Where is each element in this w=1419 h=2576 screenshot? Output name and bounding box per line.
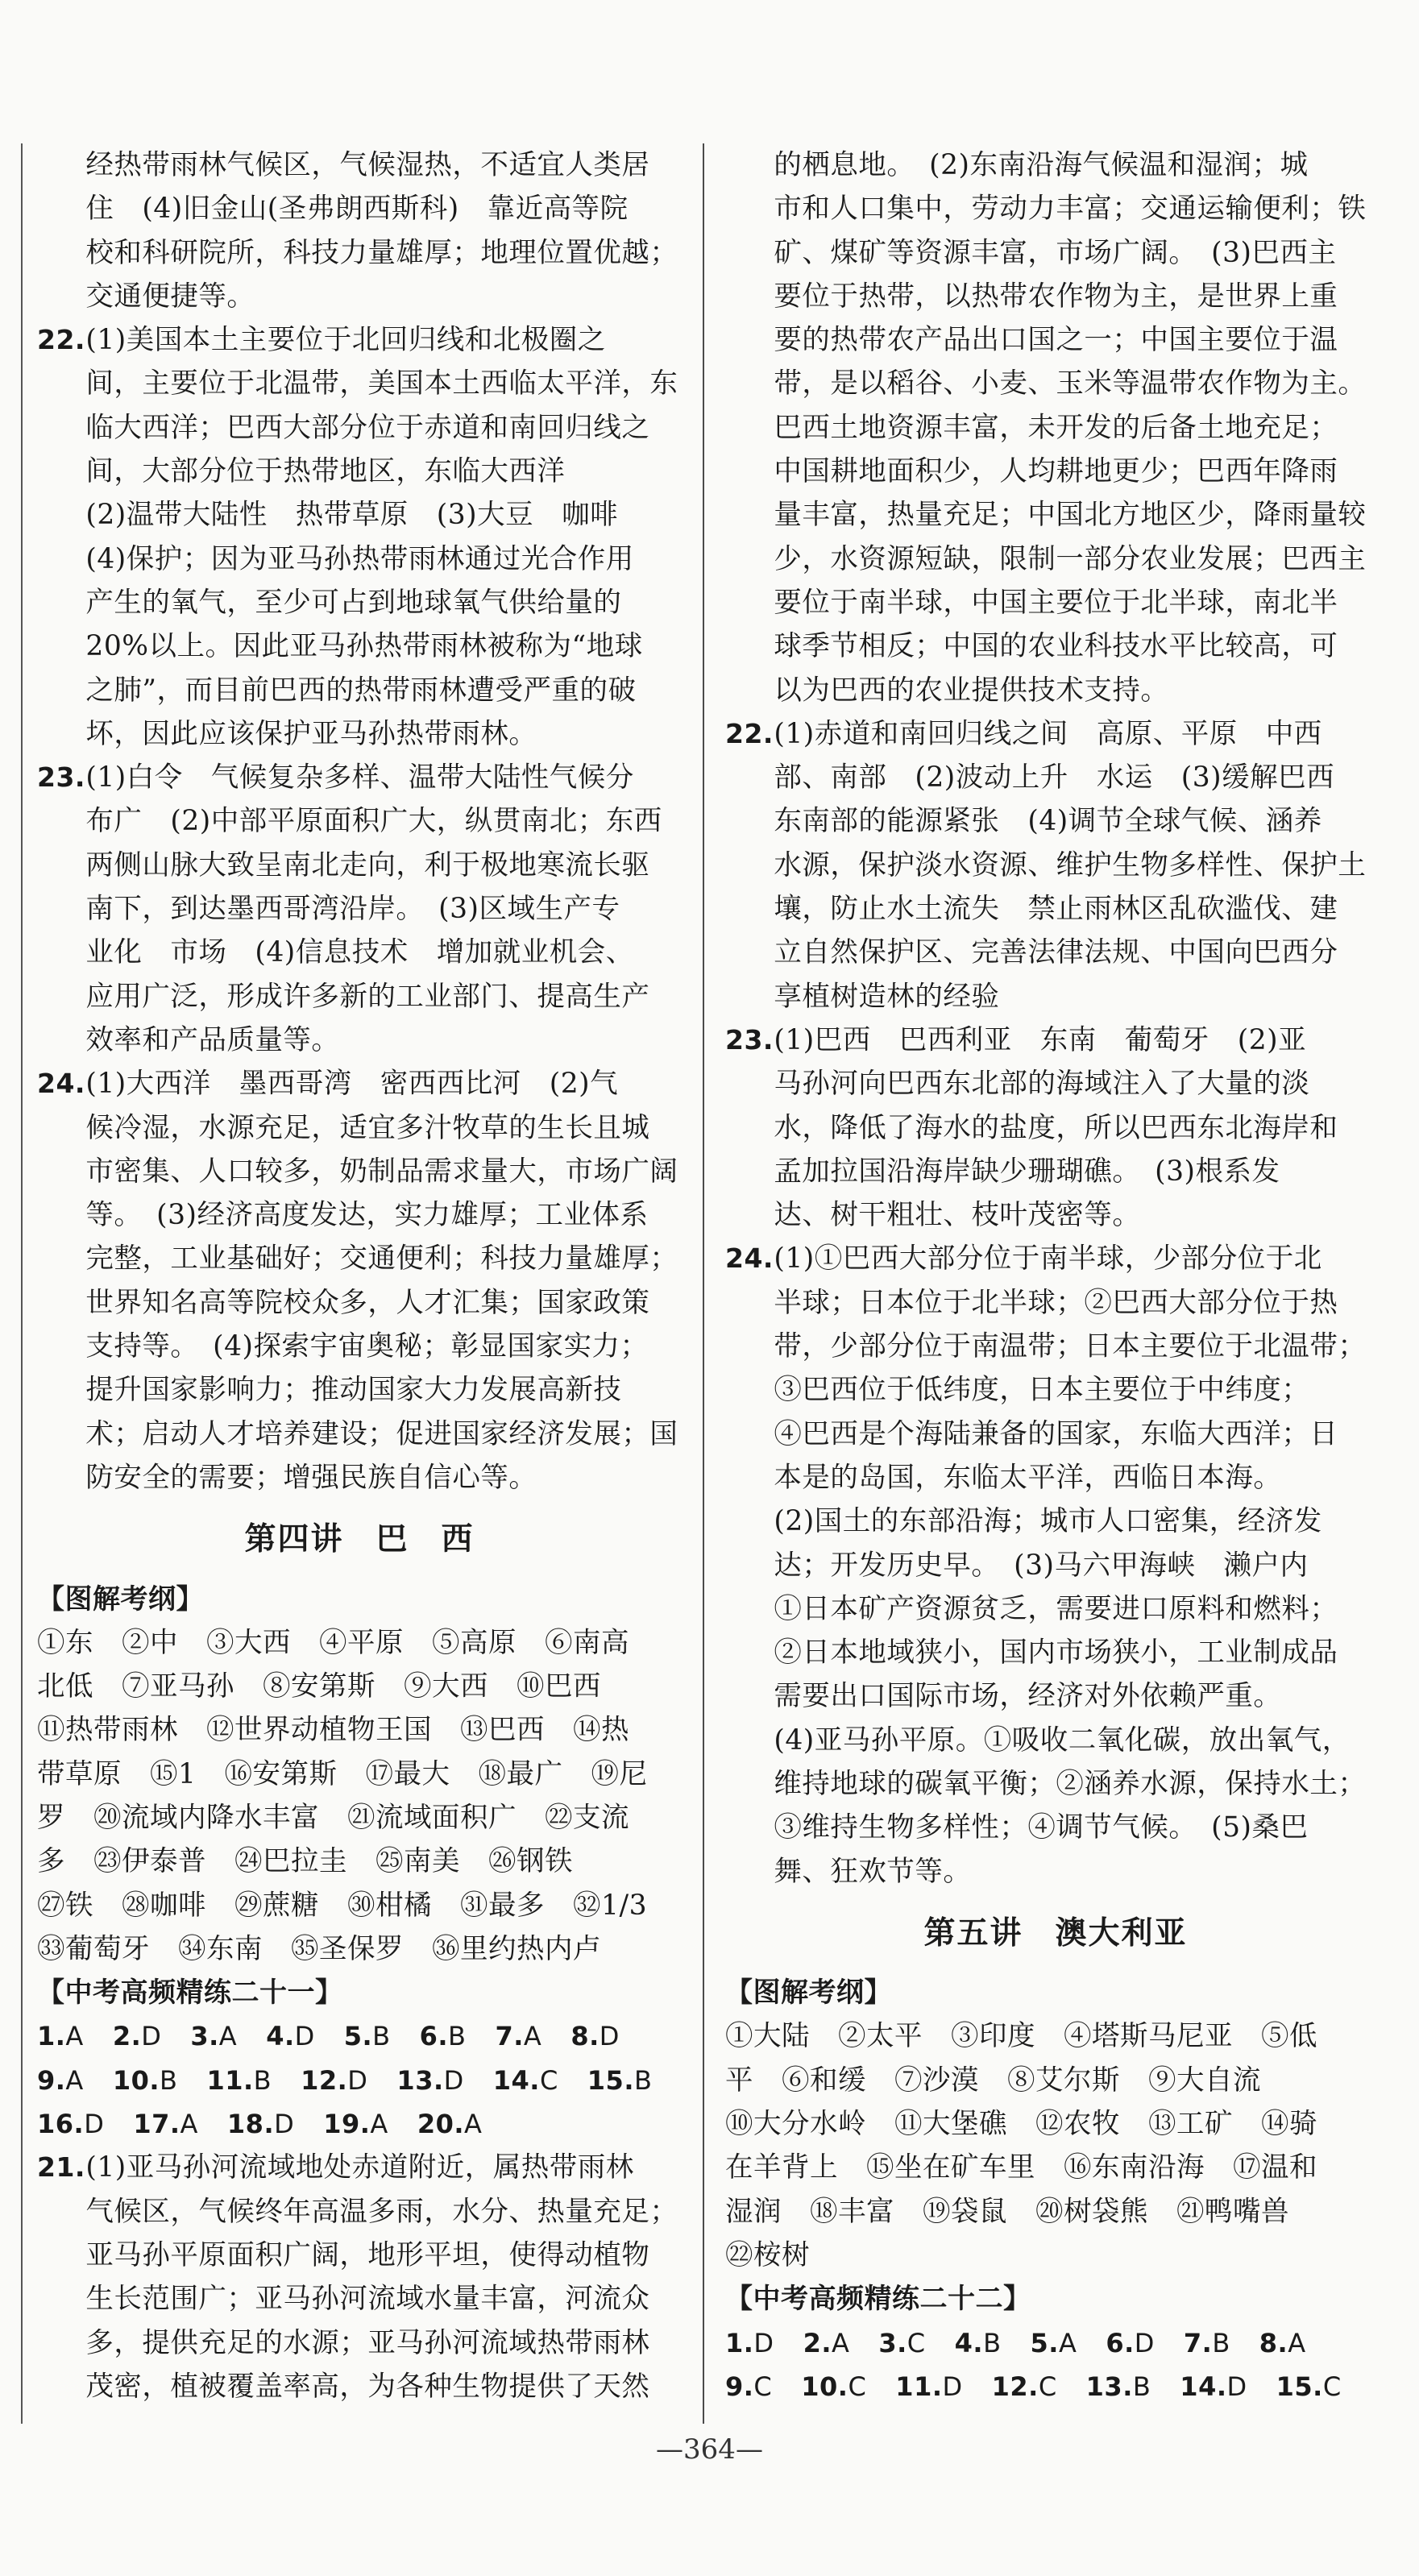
answer-item: 4.D bbox=[266, 2021, 315, 2052]
text-line: 完整，工业基础好；交通便利；科技力量雄厚； bbox=[85, 1242, 678, 1276]
question-number: 22. bbox=[37, 324, 85, 356]
text-line: 坏，因此应该保护亚马孙热带雨林。 bbox=[85, 717, 537, 750]
text-line: ①东 ②中 ③大西 ④平原 ⑤高原 ⑥南高 bbox=[37, 1626, 629, 1659]
text-line: (1)亚马孙河流域地处赤道附近，属热带雨林 bbox=[85, 2151, 634, 2184]
text-line: 舞、狂欢节等。 bbox=[774, 1855, 972, 1888]
answer-item: 19.A bbox=[323, 2109, 388, 2140]
answer-item: 13.D bbox=[396, 2064, 464, 2096]
text-line: 多，提供充足的水源；亚马孙河流域热带雨林 bbox=[85, 2326, 650, 2359]
left-question-24 bbox=[37, 1062, 682, 1500]
question-text bbox=[85, 318, 682, 756]
text-line: 临大西洋；巴西大部分位于赤道和南回归线之 bbox=[85, 411, 650, 444]
question-text bbox=[774, 1237, 1386, 1893]
text-line: 巴西土地资源丰富，未开发的后备土地充足； bbox=[774, 411, 1338, 444]
text-line: 达、树干粗壮、枝叶茂密等。 bbox=[774, 1199, 1141, 1232]
text-line: 矿、煤矿等资源丰富，市场广阔。 (3)巴西主 bbox=[774, 236, 1337, 269]
answer-item: 7.A bbox=[495, 2021, 542, 2052]
answer-item: 2.D bbox=[112, 2021, 162, 2052]
question-number: 21. bbox=[37, 2151, 85, 2184]
answer-item: 17.A bbox=[133, 2109, 198, 2140]
text-line: 世界知名高等院校众多，人才汇集；国家政策 bbox=[85, 1286, 650, 1319]
outline-title: 【图解考纲】 bbox=[37, 1583, 204, 1616]
answer-item: 11.D bbox=[895, 2371, 963, 2402]
lecture-title-part: 西 bbox=[441, 1520, 475, 1558]
answer-item: 8.D bbox=[571, 2021, 620, 2052]
left-margin-rule bbox=[21, 143, 23, 2424]
text-line: 半球；日本位于北半球；②巴西大部分位于热 bbox=[774, 1286, 1338, 1319]
question-number: 23. bbox=[37, 761, 85, 794]
answer-item: 4.B bbox=[954, 2327, 1002, 2358]
text-line: 校和科研院所，科技力量雄厚；地理位置优越； bbox=[85, 236, 678, 269]
answer-item: 5.A bbox=[1030, 2327, 1077, 2358]
text-line: (4)保护；因为亚马孙热带雨林通过光合作用 bbox=[85, 542, 634, 575]
text-line: 经热带雨林气候区，气候湿热，不适宜人类居 bbox=[85, 149, 650, 181]
left-column bbox=[37, 143, 682, 2408]
right-question-24 bbox=[725, 1237, 1386, 1893]
text-line: 住 (4)旧金山(圣弗朗西斯科) 靠近高等院 bbox=[85, 193, 629, 226]
right-question-23 bbox=[725, 1018, 1386, 1237]
answer-item: 3.C bbox=[878, 2327, 926, 2358]
page-number: —364— bbox=[656, 2433, 763, 2466]
text-line: 带，少部分位于南温带；日本主要位于北温带； bbox=[774, 1330, 1367, 1363]
text-line: ⑪热带雨林 ⑫世界动植物王国 ⑬巴西 ⑭热 bbox=[37, 1714, 629, 1747]
answer-item: 6.B bbox=[419, 2021, 467, 2052]
text-line: 水源，保护淡水资源、维护生物多样性、保护土 bbox=[774, 848, 1367, 881]
answer-item: 6.D bbox=[1106, 2327, 1155, 2358]
answer-item: 5.B bbox=[343, 2021, 391, 2052]
question-text bbox=[85, 2146, 682, 2408]
text-line: (1)巴西 巴西利亚 东南 葡萄牙 (2)亚 bbox=[774, 1023, 1307, 1056]
lecture-title-part: 巴 bbox=[375, 1520, 409, 1558]
answer-item: 10.C bbox=[801, 2371, 867, 2402]
text-line: 带，是以稻谷、小麦、玉米等温带农作物为主。 bbox=[774, 367, 1367, 400]
text-line: 需要出口国际市场，经济对外依赖严重。 bbox=[774, 1680, 1282, 1713]
text-line: 等。 (3)经济高度发达，实力雄厚；工业体系 bbox=[85, 1199, 649, 1232]
text-line: (1)美国本土主要位于北回归线和北极圈之 bbox=[85, 324, 606, 357]
answer-item: 10.B bbox=[112, 2064, 178, 2096]
text-line: 湿润 ⑱丰富 ⑲袋鼠 ⑳树袋熊 ㉑鸭嘴兽 bbox=[725, 2195, 1289, 2228]
answer-row bbox=[725, 2321, 1386, 2365]
text-line: ⑩大分水岭 ⑪大堡礁 ⑫农牧 ⑬工矿 ⑭骑 bbox=[725, 2108, 1317, 2141]
text-line: 马孙河向巴西东北部的海域注入了大量的淡 bbox=[774, 1068, 1310, 1101]
question-text bbox=[85, 756, 682, 1062]
text-line: 多 ㉓伊泰普 ㉔巴拉圭 ㉕南美 ㉖钢铁 bbox=[37, 1845, 573, 1878]
text-line: 防安全的需要；增强民族自信心等。 bbox=[85, 1461, 537, 1494]
text-line: 产生的氧气，至少可占到地球氧气供给量的 bbox=[85, 586, 622, 619]
text-line: 本是的岛国，东临太平洋，西临日本海。 bbox=[774, 1461, 1282, 1494]
text-line: 带草原 ⑮1 ⑯安第斯 ⑰最大 ⑱最广 ⑲尼 bbox=[37, 1757, 648, 1790]
text-line: (1)白令 气候复杂多样、温带大陆性气候分 bbox=[85, 761, 634, 794]
text-line: 布广 (2)中部平原面积广大，纵贯南北；东西 bbox=[85, 805, 662, 838]
text-line: ④巴西是个海陆兼备的国家，东临大西洋；日 bbox=[774, 1417, 1338, 1450]
text-line: 北低 ⑦亚马孙 ⑧安第斯 ⑨大西 ⑩巴西 bbox=[37, 1670, 601, 1703]
answer-row bbox=[37, 2102, 682, 2146]
text-line: 壤，防止水土流失 禁止雨林区乱砍滥伐、建 bbox=[774, 893, 1338, 926]
text-line: 提升国家影响力；推动国家大力发展高新技 bbox=[85, 1374, 622, 1407]
left-question-21 bbox=[37, 2146, 682, 2408]
text-line: 维持地球的碳氧平衡；②涵养水源，保持水土； bbox=[774, 1767, 1367, 1800]
answer-item: 18.D bbox=[226, 2109, 295, 2140]
lecture-5-heading bbox=[725, 1911, 1386, 1955]
column-divider bbox=[703, 143, 704, 2424]
answer-item: 14.C bbox=[492, 2064, 558, 2096]
text-line: 20%以上。因此亚马孙热带雨林被称为“地球 bbox=[85, 630, 643, 663]
text-line: ②日本地域狭小，国内市场狭小，工业制成品 bbox=[774, 1636, 1338, 1670]
question-text bbox=[774, 712, 1386, 1018]
text-line: 部、南部 (2)波动上升 水运 (3)缓解巴西 bbox=[774, 761, 1335, 794]
question-number: 23. bbox=[725, 1023, 774, 1056]
answer-item: 2.A bbox=[803, 2327, 850, 2358]
text-line: 要位于热带，以热带农作物为主，是世界上重 bbox=[774, 280, 1338, 313]
text-line: 达；开发历史早。 (3)马六甲海峡 濑户内 bbox=[774, 1549, 1309, 1582]
text-line: ㉗铁 ㉘咖啡 ㉙蔗糖 ㉚柑橘 ㉛最多 ㉜1/3 bbox=[37, 1889, 648, 1922]
drill-title: 【中考高频精练二十一】 bbox=[37, 1977, 343, 2010]
left-question-22 bbox=[37, 318, 682, 756]
text-line: 水，降低了海水的盐度，所以巴西东北海岸和 bbox=[774, 1111, 1338, 1144]
answer-item: 7.B bbox=[1183, 2327, 1230, 2358]
right-continued-answer bbox=[725, 143, 1386, 712]
text-line: 享植树造林的经验 bbox=[774, 980, 1000, 1013]
text-line: ①大陆 ②太平 ③印度 ④塔斯马尼亚 ⑤低 bbox=[725, 2020, 1317, 2053]
outline-answers bbox=[725, 2014, 1386, 2277]
text-line: (1)大西洋 墨西哥湾 密西西比河 (2)气 bbox=[85, 1068, 619, 1101]
answer-item: 9.C bbox=[725, 2371, 773, 2402]
drill-answers bbox=[37, 2014, 682, 2146]
text-line: 亚马孙平原面积广阔，地形平坦，使得动植物 bbox=[85, 2238, 650, 2271]
text-line: 候冷湿，水源充足，适宜多汁牧草的生长且城 bbox=[85, 1111, 650, 1144]
left-continued-answer bbox=[37, 143, 682, 318]
text-line: 东南部的能源紧张 (4)调节全球气候、涵养 bbox=[774, 805, 1322, 838]
lecture-number: 第四讲 bbox=[244, 1520, 344, 1558]
text-line: (2)温带大陆性 热带草原 (3)大豆 咖啡 bbox=[85, 499, 619, 532]
text-line: 中国耕地面积少，人均耕地更少；巴西年降雨 bbox=[774, 455, 1338, 488]
lecture-number: 第五讲 bbox=[923, 1914, 1023, 1952]
text-line: 应用广泛，形成许多新的工业部门、提高生产 bbox=[85, 980, 650, 1013]
answer-item: 11.B bbox=[206, 2064, 272, 2096]
question-number: 22. bbox=[725, 717, 774, 749]
answer-item: 12.C bbox=[991, 2371, 1057, 2402]
text-line: 球季节相反；中国的农业科技水平比较高，可 bbox=[774, 630, 1338, 663]
question-number: 24. bbox=[725, 1242, 774, 1275]
lecture-title-part: 澳大利亚 bbox=[1055, 1914, 1188, 1952]
text-line: (2)国土的东部沿海；城市人口密集，经济发 bbox=[774, 1505, 1322, 1538]
text-line: 要位于南半球，中国主要位于北半球，南北半 bbox=[774, 586, 1338, 619]
text-line: 业化 市场 (4)信息技术 增加就业机会、 bbox=[85, 936, 634, 969]
text-line: 在羊背上 ⑮坐在矿车里 ⑯东南沿海 ⑰温和 bbox=[725, 2151, 1317, 2184]
text-line: ㉝葡萄牙 ㉞东南 ㉟圣保罗 ㊱里约热内卢 bbox=[37, 1932, 601, 1965]
text-line: 效率和产品质量等。 bbox=[85, 1023, 340, 1056]
text-line: 支持等。 (4)探索宇宙奥秘；彰显国家实力； bbox=[85, 1330, 649, 1363]
answer-item: 12.D bbox=[301, 2064, 368, 2096]
text-line: 少，水资源短缺，限制一部分农业发展；巴西主 bbox=[774, 542, 1367, 575]
answer-item: 3.A bbox=[190, 2021, 238, 2052]
answer-item: 20.A bbox=[417, 2109, 483, 2140]
text-line: 平 ⑥和缓 ⑦沙漠 ⑧艾尔斯 ⑨大自流 bbox=[725, 2064, 1261, 2097]
text-line: 孟加拉国沿海岸缺少珊瑚礁。 (3)根系发 bbox=[774, 1155, 1280, 1188]
text-line: 南下，到达墨西哥湾沿岸。 (3)区域生产专 bbox=[85, 893, 620, 926]
answer-item: 14.D bbox=[1180, 2371, 1247, 2402]
right-question-22 bbox=[725, 712, 1386, 1018]
outline-title: 【图解考纲】 bbox=[725, 1977, 892, 2010]
text-line: 罗 ⑳流域内降水丰富 ㉑流域面积广 ㉒支流 bbox=[37, 1801, 629, 1834]
answer-item: 9.A bbox=[37, 2064, 84, 2096]
text-line: 要的热带农产品出口国之一；中国主要位于温 bbox=[774, 324, 1338, 357]
text-line: ①日本矿产资源贫乏，需要进口原料和燃料； bbox=[774, 1592, 1338, 1625]
text-line: 交通便捷等。 bbox=[85, 280, 255, 313]
question-text bbox=[85, 1062, 682, 1500]
text-line: 间，主要位于北温带，美国本土西临太平洋，东 bbox=[85, 367, 678, 400]
text-line: ③维持生物多样性；④调节气候。 (5)桑巴 bbox=[774, 1811, 1309, 1844]
text-line: (1)赤道和南回归线之间 高原、平原 中西 bbox=[774, 717, 1322, 750]
text-line: 量丰富，热量充足；中国北方地区少，降雨量较 bbox=[774, 499, 1367, 532]
answer-row bbox=[37, 2059, 682, 2102]
question-number: 24. bbox=[37, 1068, 85, 1100]
text-line: 生长范围广；亚马孙河流域水量丰富，河流众 bbox=[85, 2283, 650, 2316]
answer-item: 8.A bbox=[1259, 2327, 1306, 2358]
answer-item: 1.A bbox=[37, 2021, 84, 2052]
text-line: 茂密，植被覆盖率高，为各种生物提供了天然 bbox=[85, 2370, 650, 2403]
text-line: 的栖息地。 (2)东南沿海气候温和湿润；城 bbox=[774, 149, 1309, 181]
answer-item: 15.C bbox=[1276, 2371, 1342, 2402]
text-line: 以为巴西的农业提供技术支持。 bbox=[774, 674, 1169, 707]
answer-row bbox=[725, 2365, 1386, 2408]
text-line: 两侧山脉大致呈南北走向，利于极地寒流长驱 bbox=[85, 848, 650, 881]
left-question-23 bbox=[37, 756, 682, 1062]
lecture-4-heading bbox=[37, 1517, 682, 1561]
drill-answers bbox=[725, 2321, 1386, 2409]
text-line: 市和人口集中，劳动力丰富；交通运输便利；铁 bbox=[774, 193, 1367, 226]
text-line: ③巴西位于低纬度，日本主要位于中纬度； bbox=[774, 1374, 1310, 1407]
answer-item: 16.D bbox=[37, 2109, 105, 2140]
question-text bbox=[774, 1018, 1386, 1237]
text-line: 气候区，气候终年高温多雨，水分、热量充足； bbox=[85, 2195, 678, 2228]
answer-item: 13.B bbox=[1085, 2371, 1151, 2402]
answer-item: 15.B bbox=[587, 2064, 653, 2096]
text-line: (4)亚马孙平原。①吸收二氧化碳，放出氧气， bbox=[774, 1724, 1351, 1757]
text-line: 术；启动人才培养建设；促进国家经济发展；国 bbox=[85, 1417, 678, 1450]
text-line: 立自然保护区、完善法律法规、中国向巴西分 bbox=[774, 936, 1338, 969]
drill-title: 【中考高频精练二十二】 bbox=[725, 2283, 1031, 2316]
text-line: 间，大部分位于热带地区，东临大西洋 bbox=[85, 455, 566, 488]
outline-answers bbox=[37, 1621, 682, 1971]
text-line: 市密集、人口较多，奶制品需求量大，市场广阔 bbox=[85, 1155, 678, 1188]
text-line: (1)①巴西大部分位于南半球，少部分位于北 bbox=[774, 1242, 1322, 1276]
right-column bbox=[725, 143, 1386, 2408]
text-line: 之肺”，而目前巴西的热带雨林遭受严重的破 bbox=[85, 674, 637, 707]
answer-item: 1.D bbox=[725, 2327, 774, 2358]
text-line: ㉒桉树 bbox=[725, 2238, 810, 2271]
answer-row bbox=[37, 2014, 682, 2058]
